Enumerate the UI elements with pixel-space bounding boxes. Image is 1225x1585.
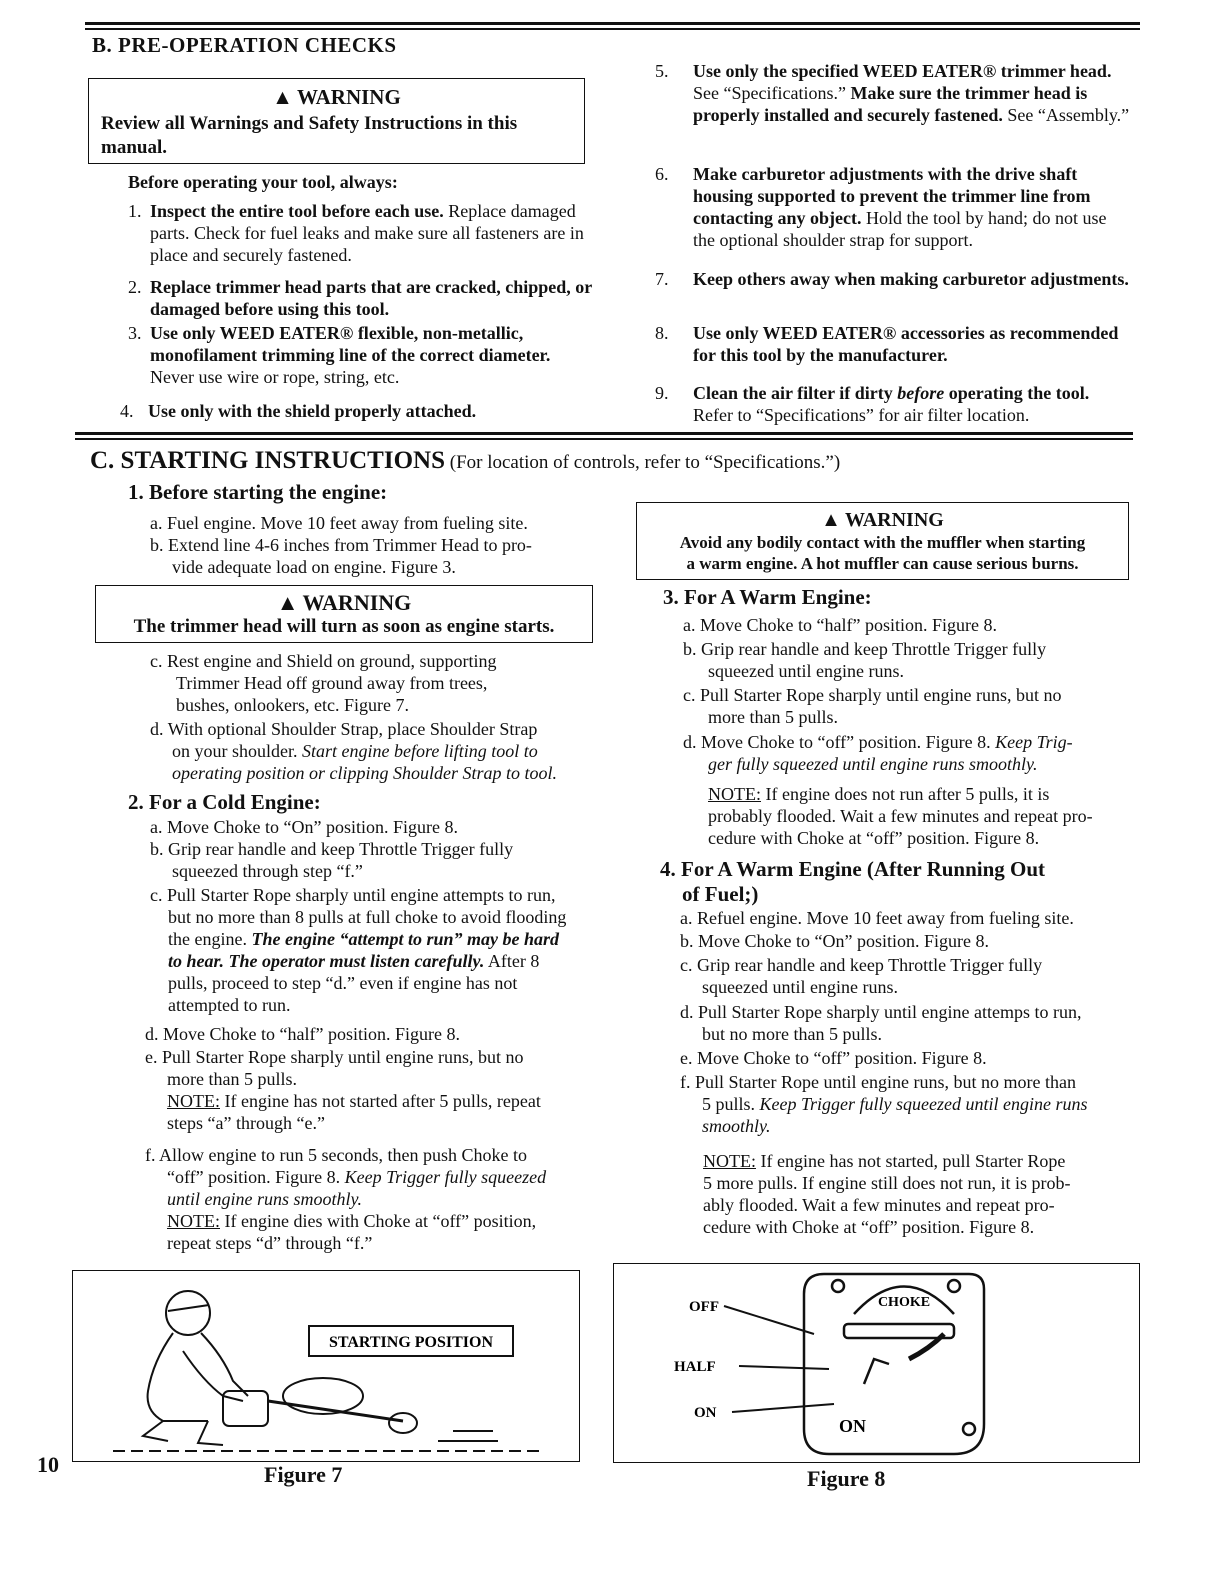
top-rule-thin bbox=[85, 28, 1140, 30]
figure-8-caption: Figure 8 bbox=[807, 1466, 886, 1491]
sub2-a: a. Move Choke to “On” position. Figure 8. bbox=[150, 817, 458, 837]
operator-head bbox=[166, 1291, 210, 1335]
starting-position-label: STARTING POSITION bbox=[328, 1334, 494, 1351]
right-warning-line1: Avoid any bodily contact with the muffler when starting bbox=[679, 533, 1086, 552]
section-b-title: B. PRE-OPERATION CHECKS bbox=[92, 33, 397, 57]
mid-rule-thin bbox=[75, 438, 1133, 440]
check-item-4: 4. Use only with the shield properly attached. bbox=[120, 401, 477, 421]
warning-heading: ▲ WARNING bbox=[276, 590, 412, 615]
sub2-d: d. Move Choke to “half” position. Figure 8. bbox=[145, 1024, 460, 1044]
sub3-note: NOTE: If engine does not run after 5 pulls, it is probably flooded. Wait a few minutes and repeat pro- cedure with Choke at “off” position. Figure 8. bbox=[708, 784, 1093, 848]
sub1-d: d. With optional Shoulder Strap, place Shoulder Strap on your shoulder. Start engine before lifting tool to operating position or clipping Shoulder Strap to tool. bbox=[150, 719, 558, 783]
half-label: HALF bbox=[674, 1359, 716, 1375]
sub3-title: 3. For A Warm Engine: bbox=[663, 585, 872, 609]
warning-triangle-icon: ▲ bbox=[276, 590, 299, 615]
sub4-f: f. Pull Starter Rope until engine runs, but no more than 5 pulls. Keep Trigger fully squeezed until engine runs smoothly. bbox=[680, 1072, 1088, 1136]
starting-position-illustration bbox=[73, 1271, 578, 1459]
sub2-c: c. Pull Starter Rope sharply until engine attempts to run, but no more than 8 pulls at full choke to avoid flooding the engine. The engine “attempt to run” may be hard to hear. The operator must listen carefully. After 8 pulls, proceed to step “d.” even if engine has not attempted to run. bbox=[150, 885, 567, 1015]
choke-diagram bbox=[614, 1264, 1138, 1460]
trimmer-head bbox=[389, 1413, 417, 1433]
sub1-warning-text: The trimmer head will turn as soon as engine starts. bbox=[133, 616, 555, 637]
check-item-2: 2. Replace trimmer head parts that are cracked, chipped, or damaged before using this tool. bbox=[128, 277, 592, 319]
sub4-note: NOTE: If engine has not started, pull Starter Rope 5 more pulls. If engine still does not run, it is prob- ably flooded. Wait a few minutes and repeat pro- cedure with Choke at “off” position. Figure 8. bbox=[703, 1151, 1071, 1237]
right-warning-box bbox=[636, 502, 1129, 580]
sub4-d: d. Pull Starter Rope sharply until engine attemps to run, but no more than 5 pulls. bbox=[680, 1002, 1082, 1044]
sub1-title: 1. Before starting the engine: bbox=[128, 480, 388, 504]
check-item-9: 9. Clean the air filter if dirty before operating the tool. Refer to “Specifications” for air filter location. bbox=[655, 383, 1090, 425]
choke-lever bbox=[844, 1324, 954, 1338]
right-warning-line2: a warm engine. A hot muffler can cause serious burns. bbox=[686, 554, 1079, 573]
check-item-5: 5. Use only the specified WEED EATER® trimmer head. See “Specifications.” Make sure the trimmer head is properly installed and securely fastened. See “Assembly.” bbox=[655, 61, 1130, 125]
sub2-b: b. Grip rear handle and keep Throttle Trigger fully squeezed through step “f.” bbox=[150, 839, 514, 881]
sub1-b: b. Extend line 4-6 inches from Trimmer Head to pro- vide adequate load on engine. Figure 3. bbox=[150, 535, 532, 577]
sub2-f: f. Allow engine to run 5 seconds, then push Choke to “off” position. Figure 8. Keep Trigger fully squeezed until engine runs smoothly. NOTE: If engine dies with Choke at “off” position, repeat steps “d” through “f.” bbox=[145, 1145, 547, 1253]
sub4-a: a. Refuel engine. Move 10 feet away from fueling site. bbox=[680, 908, 1074, 928]
choke-dial-label: CHOKE bbox=[877, 1295, 931, 1310]
sub4-c: c. Grip rear handle and keep Throttle Trigger fully squeezed until engine runs. bbox=[680, 955, 1043, 997]
mid-rule bbox=[75, 432, 1133, 435]
page-number: 10 bbox=[37, 1452, 59, 1477]
off-label: OFF bbox=[689, 1299, 719, 1315]
on-label: ON bbox=[694, 1405, 717, 1421]
sub3-c: c. Pull Starter Rope sharply until engine runs, but no more than 5 pulls. bbox=[683, 685, 1062, 727]
sub4-e: e. Move Choke to “off” position. Figure 8. bbox=[680, 1048, 987, 1068]
sub1-c: c. Rest engine and Shield on ground, supporting Trimmer Head off ground away from trees, bushes, onlookers, etc. Figure 7. bbox=[150, 651, 497, 715]
figure-8-box bbox=[613, 1263, 1140, 1463]
sub2-title: 2. For a Cold Engine: bbox=[128, 790, 321, 814]
sub4-b: b. Move Choke to “On” position. Figure 8. bbox=[680, 931, 989, 951]
warning-triangle-icon: ▲ bbox=[272, 85, 293, 109]
sub1-warning-box bbox=[95, 585, 593, 643]
check-item-6: 6. Make carburetor adjustments with the drive shaft housing supported to prevent the trimmer line from contacting any object. Hold the tool by hand; do not use the optional shoulder strap for support. bbox=[655, 164, 1107, 250]
warning-heading: ▲ WARNING bbox=[821, 509, 944, 531]
sub3-a: a. Move Choke to “half” position. Figure 8. bbox=[683, 615, 997, 635]
check-item-7: 7. Keep others away when making carburetor adjustments. bbox=[655, 269, 1129, 289]
check-item-8: 8. Use only WEED EATER® accessories as recommended for this tool by the manufacturer. bbox=[655, 323, 1119, 365]
on-dial-label: ON bbox=[839, 1416, 866, 1436]
engine-body bbox=[223, 1391, 268, 1426]
sub1-a: a. Fuel engine. Move 10 feet away from fueling site. bbox=[150, 513, 528, 533]
figure-7-box bbox=[72, 1270, 580, 1462]
check-item-3: 3. Use only WEED EATER® flexible, non-metallic, monofilament trimming line of the correct diameter. Never use wire or rope, string, etc. bbox=[128, 323, 551, 387]
top-rule bbox=[85, 22, 1140, 25]
sub3-b: b. Grip rear handle and keep Throttle Trigger fully squeezed until engine runs. bbox=[683, 639, 1047, 681]
sub3-d: d. Move Choke to “off” position. Figure 8. Keep Trig- ger fully squeezed until engine runs smoothly. bbox=[683, 732, 1073, 774]
warning-triangle-icon: ▲ bbox=[821, 509, 841, 531]
sub2-e: e. Pull Starter Rope sharply until engine runs, but no more than 5 pulls. NOTE: If engine has not started after 5 pulls, repeat steps “a” through “e.” bbox=[145, 1047, 541, 1133]
sub4-title: 4. For A Warm Engine (After Running Out of Fuel;) bbox=[660, 857, 1046, 906]
check-item-1: 1. Inspect the entire tool before each use. Replace damaged parts. Check for fuel leaks and make sure all fasteners are in place and securely fastened. bbox=[128, 201, 584, 265]
warning-heading: ▲ WARNING bbox=[272, 85, 401, 109]
warning-text: Review all Warnings and Safety Instructions in this manual. bbox=[101, 113, 518, 158]
section-b-intro: Before operating your tool, always: bbox=[128, 172, 398, 192]
figure-7-caption: Figure 7 bbox=[264, 1462, 343, 1487]
section-c-title: C. STARTING INSTRUCTIONS (For location of controls, refer to “Specifications.”) bbox=[90, 447, 841, 474]
section-b-warning-box bbox=[88, 78, 585, 164]
